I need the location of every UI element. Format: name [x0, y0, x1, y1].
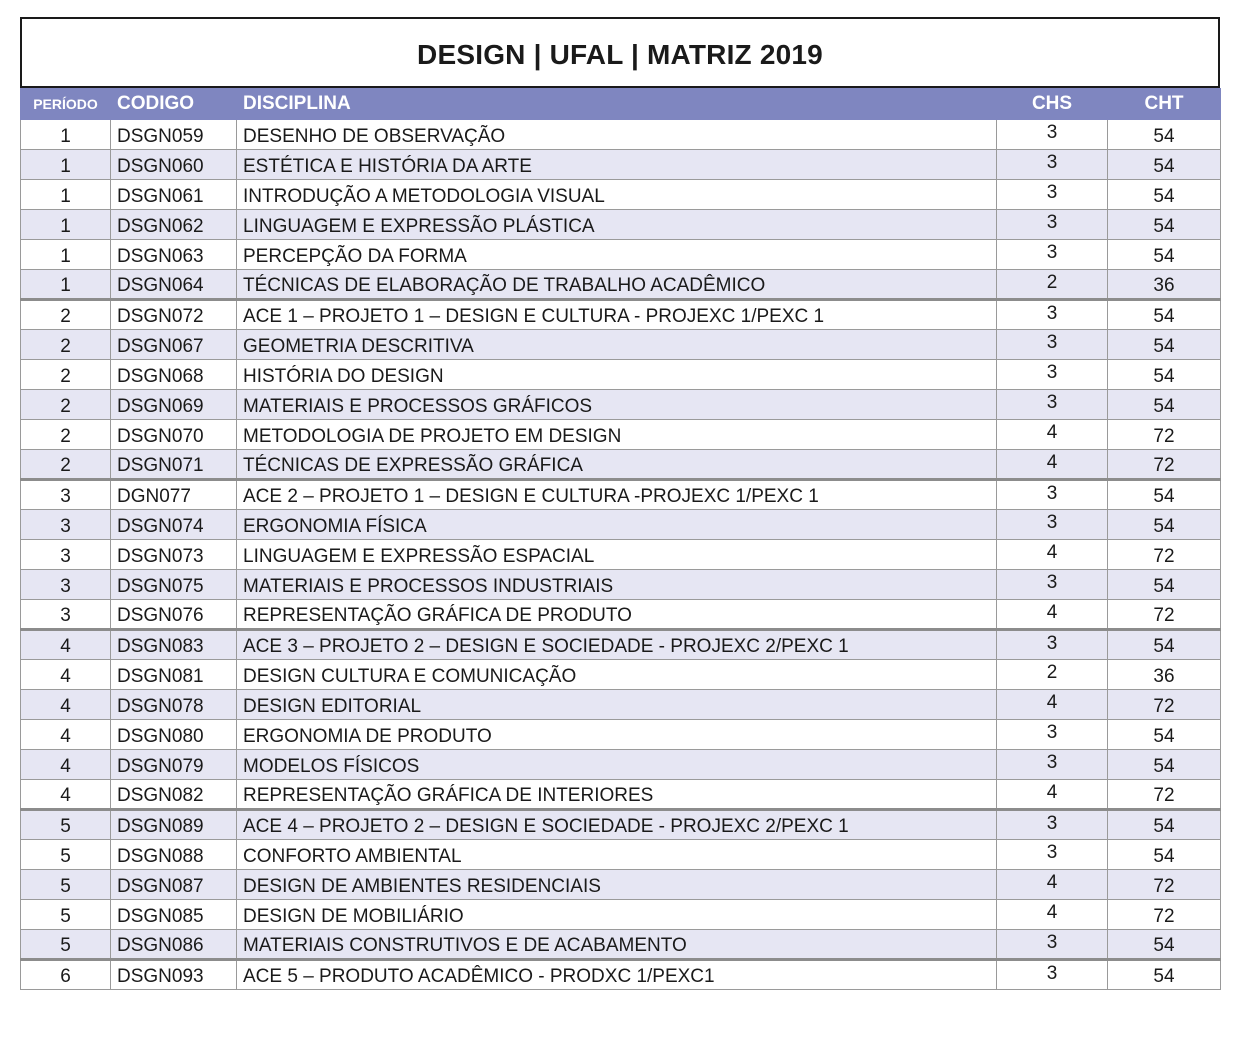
cell-codigo: DSGN083 — [111, 630, 237, 660]
cell-disciplina: PERCEPÇÃO DA FORMA — [237, 240, 997, 270]
cell-periodo: 3 — [21, 540, 111, 570]
cell-cht: 54 — [1108, 390, 1221, 420]
cell-cht: 36 — [1108, 270, 1221, 300]
cell-periodo: 1 — [21, 120, 111, 150]
cell-periodo: 4 — [21, 780, 111, 810]
cell-periodo: 4 — [21, 630, 111, 660]
cell-cht: 72 — [1108, 900, 1221, 930]
cell-chs: 4 — [997, 900, 1108, 930]
cell-codigo: DSGN060 — [111, 150, 237, 180]
cell-codigo: DSGN080 — [111, 720, 237, 750]
cell-cht: 54 — [1108, 330, 1221, 360]
cell-codigo: DSGN093 — [111, 960, 237, 990]
cell-cht: 54 — [1108, 750, 1221, 780]
cell-cht: 54 — [1108, 960, 1221, 990]
cell-chs: 3 — [997, 180, 1108, 210]
cell-periodo: 2 — [21, 390, 111, 420]
cell-disciplina: DESIGN EDITORIAL — [237, 690, 997, 720]
cell-chs: 4 — [997, 450, 1108, 480]
cell-cht: 72 — [1108, 600, 1221, 630]
cell-disciplina: ESTÉTICA E HISTÓRIA DA ARTE — [237, 150, 997, 180]
cell-periodo: 1 — [21, 270, 111, 300]
cell-cht: 54 — [1108, 150, 1221, 180]
table-row — [21, 480, 1221, 510]
cell-codigo: DSGN070 — [111, 420, 237, 450]
cell-chs: 4 — [997, 690, 1108, 720]
cell-chs: 3 — [997, 570, 1108, 600]
cell-disciplina: MATERIAIS E PROCESSOS GRÁFICOS — [237, 390, 997, 420]
cell-cht: 54 — [1108, 720, 1221, 750]
cell-codigo: DSGN067 — [111, 330, 237, 360]
cell-codigo: DSGN076 — [111, 600, 237, 630]
cell-chs: 3 — [997, 960, 1108, 990]
table-row — [21, 840, 1221, 870]
cell-disciplina: TÉCNICAS DE EXPRESSÃO GRÁFICA — [237, 450, 997, 480]
cell-codigo: DSGN082 — [111, 780, 237, 810]
cell-cht: 54 — [1108, 930, 1221, 960]
cell-periodo: 4 — [21, 660, 111, 690]
page-title: DESIGN | UFAL | MATRIZ 2019 — [417, 38, 823, 70]
cell-cht: 54 — [1108, 570, 1221, 600]
cell-disciplina: ERGONOMIA DE PRODUTO — [237, 720, 997, 750]
cell-chs: 3 — [997, 360, 1108, 390]
cell-chs: 3 — [997, 210, 1108, 240]
cell-cht: 54 — [1108, 630, 1221, 660]
cell-chs: 4 — [997, 420, 1108, 450]
cell-chs: 3 — [997, 840, 1108, 870]
cell-codigo: DSGN089 — [111, 810, 237, 840]
cell-disciplina: DESIGN DE MOBILIÁRIO — [237, 900, 997, 930]
cell-cht: 54 — [1108, 840, 1221, 870]
cell-cht: 54 — [1108, 300, 1221, 330]
cell-periodo: 5 — [21, 840, 111, 870]
cell-disciplina: DESENHO DE OBSERVAÇÃO — [237, 120, 997, 150]
cell-disciplina: HISTÓRIA DO DESIGN — [237, 360, 997, 390]
cell-codigo: DSGN059 — [111, 120, 237, 150]
cell-disciplina: LINGUAGEM E EXPRESSÃO ESPACIAL — [237, 540, 997, 570]
cell-periodo: 5 — [21, 900, 111, 930]
cell-periodo: 1 — [21, 180, 111, 210]
cell-periodo: 1 — [21, 210, 111, 240]
cell-codigo: DSGN069 — [111, 390, 237, 420]
cell-codigo: DSGN085 — [111, 900, 237, 930]
cell-codigo: DSGN074 — [111, 510, 237, 540]
table-row — [21, 720, 1221, 750]
cell-disciplina: ACE 1 – PROJETO 1 – DESIGN E CULTURA - PROJEXC 1/PEXC 1 — [237, 300, 997, 330]
cell-cht: 72 — [1108, 780, 1221, 810]
cell-periodo: 3 — [21, 510, 111, 540]
cell-chs: 3 — [997, 810, 1108, 840]
cell-periodo: 4 — [21, 720, 111, 750]
cell-chs: 3 — [997, 330, 1108, 360]
curriculum-sheet — [20, 17, 1220, 990]
cell-periodo: 3 — [21, 600, 111, 630]
table-row — [21, 120, 1221, 150]
curriculum-table — [20, 88, 1221, 990]
table-row — [21, 300, 1221, 330]
cell-periodo: 2 — [21, 420, 111, 450]
table-row — [21, 930, 1221, 960]
cell-disciplina: ACE 2 – PROJETO 1 – DESIGN E CULTURA -PROJEXC 1/PEXC 1 — [237, 480, 997, 510]
cell-disciplina: REPRESENTAÇÃO GRÁFICA DE PRODUTO — [237, 600, 997, 630]
cell-chs: 3 — [997, 930, 1108, 960]
header-disciplina: DISCIPLINA — [237, 89, 997, 120]
cell-chs: 3 — [997, 300, 1108, 330]
table-row — [21, 810, 1221, 840]
cell-disciplina: TÉCNICAS DE ELABORAÇÃO DE TRABALHO ACADÊMICO — [237, 270, 997, 300]
cell-cht: 36 — [1108, 660, 1221, 690]
cell-cht: 54 — [1108, 360, 1221, 390]
cell-cht: 54 — [1108, 240, 1221, 270]
table-row — [21, 510, 1221, 540]
title-box — [20, 17, 1220, 88]
cell-periodo: 1 — [21, 150, 111, 180]
cell-codigo: DSGN061 — [111, 180, 237, 210]
cell-chs: 4 — [997, 540, 1108, 570]
table-row — [21, 540, 1221, 570]
cell-cht: 54 — [1108, 120, 1221, 150]
cell-chs: 3 — [997, 390, 1108, 420]
cell-disciplina: METODOLOGIA DE PROJETO EM DESIGN — [237, 420, 997, 450]
cell-disciplina: MATERIAIS CONSTRUTIVOS E DE ACABAMENTO — [237, 930, 997, 960]
header-chs: CHS — [997, 89, 1108, 120]
table-row — [21, 330, 1221, 360]
table-row — [21, 360, 1221, 390]
header-periodo: PERÍODO — [21, 89, 111, 120]
cell-periodo: 6 — [21, 960, 111, 990]
cell-periodo: 5 — [21, 930, 111, 960]
cell-codigo: DSGN079 — [111, 750, 237, 780]
cell-disciplina: DESIGN CULTURA E COMUNICAÇÃO — [237, 660, 997, 690]
cell-chs: 2 — [997, 660, 1108, 690]
table-row — [21, 210, 1221, 240]
cell-cht: 72 — [1108, 690, 1221, 720]
cell-codigo: DGN077 — [111, 480, 237, 510]
cell-chs: 3 — [997, 510, 1108, 540]
cell-disciplina: ACE 4 – PROJETO 2 – DESIGN E SOCIEDADE - PROJEXC 2/PEXC 1 — [237, 810, 997, 840]
cell-periodo: 4 — [21, 750, 111, 780]
cell-periodo: 3 — [21, 570, 111, 600]
table-row — [21, 180, 1221, 210]
table-body — [21, 120, 1221, 990]
table-row — [21, 240, 1221, 270]
cell-disciplina: REPRESENTAÇÃO GRÁFICA DE INTERIORES — [237, 780, 997, 810]
cell-codigo: DSGN071 — [111, 450, 237, 480]
cell-cht: 54 — [1108, 510, 1221, 540]
table-row — [21, 420, 1221, 450]
cell-codigo: DSGN073 — [111, 540, 237, 570]
cell-periodo: 2 — [21, 300, 111, 330]
cell-codigo: DSGN068 — [111, 360, 237, 390]
cell-disciplina: GEOMETRIA DESCRITIVA — [237, 330, 997, 360]
table-row — [21, 450, 1221, 480]
cell-codigo: DSGN081 — [111, 660, 237, 690]
cell-chs: 4 — [997, 870, 1108, 900]
cell-chs: 3 — [997, 150, 1108, 180]
table-row — [21, 660, 1221, 690]
cell-codigo: DSGN064 — [111, 270, 237, 300]
cell-periodo: 1 — [21, 240, 111, 270]
header-codigo: CODIGO — [111, 89, 237, 120]
cell-periodo: 5 — [21, 870, 111, 900]
cell-cht: 72 — [1108, 420, 1221, 450]
table-row — [21, 390, 1221, 420]
cell-chs: 3 — [997, 240, 1108, 270]
cell-codigo: DSGN072 — [111, 300, 237, 330]
cell-disciplina: LINGUAGEM E EXPRESSÃO PLÁSTICA — [237, 210, 997, 240]
cell-cht: 54 — [1108, 480, 1221, 510]
cell-periodo: 2 — [21, 330, 111, 360]
cell-cht: 72 — [1108, 540, 1221, 570]
cell-periodo: 2 — [21, 360, 111, 390]
cell-chs: 4 — [997, 780, 1108, 810]
cell-disciplina: INTRODUÇÃO A METODOLOGIA VISUAL — [237, 180, 997, 210]
cell-cht: 72 — [1108, 870, 1221, 900]
cell-chs: 3 — [997, 120, 1108, 150]
cell-cht: 72 — [1108, 450, 1221, 480]
cell-periodo: 4 — [21, 690, 111, 720]
cell-chs: 3 — [997, 630, 1108, 660]
cell-chs: 2 — [997, 270, 1108, 300]
table-row — [21, 600, 1221, 630]
cell-codigo: DSGN062 — [111, 210, 237, 240]
cell-codigo: DSGN078 — [111, 690, 237, 720]
table-row — [21, 570, 1221, 600]
table-row — [21, 150, 1221, 180]
table-row — [21, 750, 1221, 780]
header-cht: CHT — [1108, 89, 1221, 120]
cell-codigo: DSGN088 — [111, 840, 237, 870]
cell-chs: 3 — [997, 720, 1108, 750]
cell-chs: 4 — [997, 600, 1108, 630]
cell-cht: 54 — [1108, 210, 1221, 240]
cell-disciplina: DESIGN DE AMBIENTES RESIDENCIAIS — [237, 870, 997, 900]
cell-codigo: DSGN075 — [111, 570, 237, 600]
table-row — [21, 870, 1221, 900]
table-row — [21, 630, 1221, 660]
cell-chs: 3 — [997, 750, 1108, 780]
cell-codigo: DSGN063 — [111, 240, 237, 270]
cell-disciplina: ACE 3 – PROJETO 2 – DESIGN E SOCIEDADE - PROJEXC 2/PEXC 1 — [237, 630, 997, 660]
cell-cht: 54 — [1108, 180, 1221, 210]
table-row — [21, 780, 1221, 810]
table-row — [21, 690, 1221, 720]
cell-disciplina: ERGONOMIA FÍSICA — [237, 510, 997, 540]
cell-codigo: DSGN087 — [111, 870, 237, 900]
table-header-row — [21, 89, 1221, 120]
cell-periodo: 2 — [21, 450, 111, 480]
cell-disciplina: CONFORTO AMBIENTAL — [237, 840, 997, 870]
cell-periodo: 5 — [21, 810, 111, 840]
cell-disciplina: MATERIAIS E PROCESSOS INDUSTRIAIS — [237, 570, 997, 600]
cell-periodo: 3 — [21, 480, 111, 510]
cell-disciplina: ACE 5 – PRODUTO ACADÊMICO - PRODXC 1/PEXC1 — [237, 960, 997, 990]
table-row — [21, 960, 1221, 990]
cell-disciplina: MODELOS FÍSICOS — [237, 750, 997, 780]
table-row — [21, 270, 1221, 300]
cell-cht: 54 — [1108, 810, 1221, 840]
cell-chs: 3 — [997, 480, 1108, 510]
cell-codigo: DSGN086 — [111, 930, 237, 960]
table-row — [21, 900, 1221, 930]
